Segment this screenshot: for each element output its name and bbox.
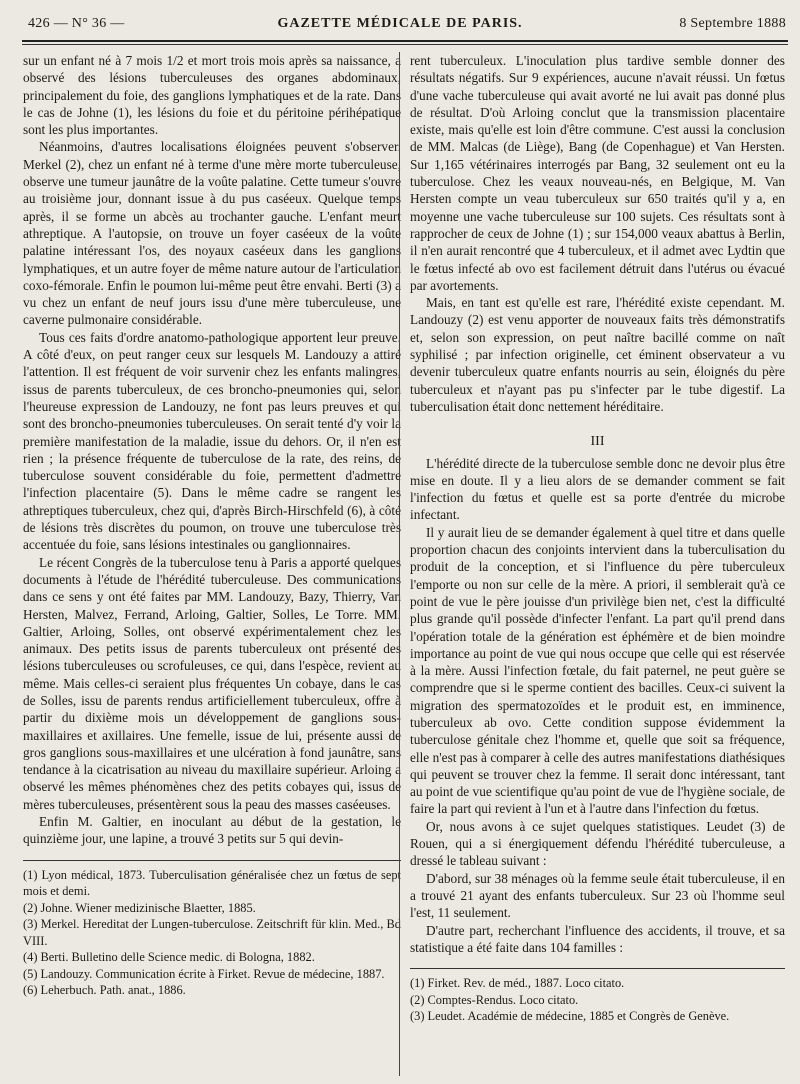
right-column	[410, 52, 785, 1025]
paragraph: Tous ces faits d'ordre anatomo-pathologique apportent leur preuve. A côté d'eux, on peut ranger ceux sur lesquels M. Landouzy a attiré l'attention. Il est fréquent de voir survenir chez les enfants malingres, issus de parents tuberculeux, de ces broncho-pneumonies qui, selon l'heureuse expression de Landouzy, ne font pas leurs preuves et qui sont des broncho-pneumonies tuberculeuses. On serait tenté d'y voir la première manifestation de la maladie, issue du dehors. Or, il n'en est rien ; la présence fréquente de tuberculose de la rate, des reins, de tuberculose souvent considérable du foie, permettent d'admettre l'infection placentaire (5). Dans le même cadre se rangent les athreptiques tuberculeux, chez qui, d'après Birch-Hirschfeld (6), à côté de lésions très discrètes du poumon, on trouve une tuberculose très accentuée du foie, sans lésions intestinales ou ganglionnaires.	[23, 329, 401, 553]
footnotes	[410, 975, 785, 1025]
footnote: (4) Berti. Bulletino delle Science medic. di Bologna, 1882.	[23, 950, 315, 965]
paragraph: D'autre part, recherchant l'influence des accidents, il trouve, et sa statistique a été faite dans 104 familles :	[410, 922, 785, 955]
paragraph: L'hérédité directe de la tuberculose semble donc ne devoir plus être mise en doute. Il y a lieu alors de se demander comment se fait l'infection du fœtus et quelle est sa porte d'entrée du microbe infectant.	[410, 455, 785, 523]
paragraph: sur un enfant né à 7 mois 1/2 et mort trois mois après sa naissance, a observé des lésions tuberculeuses des organes abdominaux, principalement du foie, des ganglions lymphatiques et de la rate. Dans le cas de Johne (1), les lésions du foie et du péritoine périhépatique sont les plus importantes.	[23, 53, 401, 138]
paragraph: D'abord, sur 38 ménages où la femme seule était tuberculeuse, il en a trouvé 21 ayant des enfants tuberculeux. Sur 23 où l'homme seul l'est, 11 seulement.	[410, 870, 785, 921]
footnote: (1) Lyon médical, 1873. Tuberculisation généralisée chez un fœtus de sept mois et demi.	[23, 867, 401, 899]
footnote: (1) Firket. Rev. de méd., 1887. Loco citato.	[410, 976, 625, 991]
footnotes	[23, 867, 401, 999]
header-rule-thin	[22, 44, 788, 45]
footnote: (3) Leudet. Académie de médecine, 1885 et Congrès de Genève.	[410, 1009, 730, 1024]
footnote-rule	[23, 860, 401, 861]
footnote-rule	[410, 968, 785, 969]
paragraph: Mais, en tant est qu'elle est rare, l'hérédité existe cependant. M. Landouzy (2) est venu apporter de nouveaux faits très démonstratifs et, selon son expression, on peut naître bacillé comme on naît syphilisé ; par infection originelle, cet éminent observateur a vu devenir tuberculeux quatre enfants nourris au sein, éloignés du père tuberculeux et n'ayant pas pu s'infecter par le tube digestif. La tuberculisation était donc nettement héréditaire.	[410, 295, 785, 414]
page-number: 426 — N° 36 —	[28, 16, 125, 31]
paragraph: rent tuberculeux. L'inoculation plus tardive semble donner des résultats négatifs. Sur 9 expériences, aucune n'avait réussi. Un fœtus d'une vache tuberculeuse qui avait avorté ne lui avait pas donné plus de résultat. D'où Arloing conclut que la transmission placentaire existe, mais qu'elle est loin d'être commune. C'est aussi la conclusion de MM. Malcas (de Liège), Bang (de Copenhague) et Van Hersten. Sur 1,165 vétérinaires interrogés par Bang, 32 seulement ont eu la tuberculose. Chez les veaux nouveau-nés, en Belgique, M. Van Hersten compte un veau tuberculeux sur 650 traités qu'il y a, en moyenne une vache tuberculeuse sur 100 sujets. Ces résultats sont à rapprocher de ceux de Johne (1) ; sur 154,000 veaux abattus à Berlin, il n'en aurait rencontré que 4 tuberculeux, et il admet avec Lydtin que le fœtus infecté ab ovo est facilement détruit dans l'utérus ou évacué par avortements.	[410, 53, 785, 293]
footnote: (2) Johne. Wiener medizinische Blaetter, 1885.	[23, 900, 256, 915]
header-rule	[22, 40, 788, 42]
journal-title: GAZETTE MÉDICALE DE PARIS.	[277, 16, 523, 31]
footnote: (5) Landouzy. Communication écrite à Firket. Revue de médecine, 1887.	[23, 966, 385, 981]
paragraph: Il y aurait lieu de se demander également à quel titre et dans quelle proportion chacun des conjoints intervient dans la tuberculisation du produit de la conception, et si l'influence du père tuberculeux l'emporte ou non sur celle de la mère. A priori, il semblerait qu'à ce point de vue le père jouisse d'un privilège bien net, c'est la difficulté plus grande qu'il possède d'infecter l'enfant. La part qu'il prend dans l'opération totale de la génération est éphémère et de bien moindre importance au point de vue qui nous occupe que celle qui est réservée à la mère. Aussi l'infection fœtale, du fait paternel, ne peut guère se comprendre que si le sperme contient des bacilles. Ceux-ci suivent la migration des spermatozoïdes et le produit est, en imminence, tuberculeux ab ovo. Cette condition suppose évidemment la tuberculose génitale chez l'homme et, quelle que soit sa fréquence, elle n'est pas à comparer à celle des autres manifestations diathésiques qui peuvent se trouver chez la femme. Il serait donc intéressant, tant au point de vue scientifique qu'au point de vue de l'hygiène sociale, de faire la part qui revient à l'un et à l'autre dans l'infection du fœtus.	[410, 524, 785, 817]
paragraph: Le récent Congrès de la tuberculose tenu à Paris a apporté quelques documents à l'étude de l'hérédité tuberculeuse. Des communications dans ce sens y ont été faites par MM. Landouzy, Bazy, Thierry, Van Hersten, Malvez, Ferrand, Arloing, Galtier, Solles, Le Torre. MM. Galtier, Arloing, Solles, ont observé expérimentalement chez les animaux. Des petits issus de parents tuberculeux ont présenté des lésions tuberculeuses ou scrofuleuses, ce qui, dans l'espèce, revient au même. Mais celles-ci seraient plus fréquentes Un cobaye, dans le cas de Solles, issu de parents rendus artificiellement tuberculeux, offre à partir du dixième mois un développement de ganglions sous-maxillaires et axillaires. Une femelle, issue de lui, présente aussi de gros ganglions sous-maxillaires et une ulcération à fond jaunâtre, sans tendance à la cicatrisation au niveau du maxillaire supérieur. Arloing a observé les mêmes phénomènes chez des petits cobayes qui, issus de mères tuberculeuses, présentèrent sous la peau des masses caséeuses.	[23, 554, 401, 812]
footnote: (2) Comptes-Rendus. Loco citato.	[410, 992, 579, 1007]
paragraph: Or, nous avons à ce sujet quelques statistiques. Leudet (3) de Rouen, qui a si énergiquement défendu l'hérédité tuberculeuse, a dressé le tableau suivant :	[410, 818, 785, 869]
issue-date: 8 Septembre 1888	[679, 16, 786, 31]
paragraph: Enfin M. Galtier, en inoculant au début de la gestation, le quinzième jour, une lapine, a trouvé 3 petits sur 5 qui devin-	[23, 814, 401, 847]
column-divider	[399, 52, 400, 1076]
footnote: (6) Leherbuch. Path. anat., 1886.	[23, 983, 186, 998]
paragraph: Néanmoins, d'autres localisations éloignées peuvent s'observer. Merkel (2), chez un enfant né à terme d'une mère morte tuberculeuse, observe une tumeur jaunâtre de la voûte palatine. Cette tumeur s'ouvre au troisième jour, donnant issue à du pus caséeux. Quelque temps après, il se forme un abcès au trochanter gauche. L'enfant meurt athreptique. A l'autopsie, on trouve un foyer caséeux de la voûte palatine intéressant l'os, des noyaux caséeux dans les ganglions lymphatiques, et un autre foyer de même nature autour de l'articulation coxo-fémorale. Enfin le poumon lui-même peut être envahi. Berti (3) a vu chez un enfant de neuf jours issu d'une mère tuberculeuse, une caverne pulmonaire considérable.	[23, 139, 401, 328]
footnote: (3) Merkel. Hereditat der Lungen-tuberculose. Zeitschrift für klin. Med., Bd VIII.	[23, 917, 401, 948]
left-column	[23, 52, 401, 999]
section-heading: III	[590, 434, 605, 450]
page-header	[0, 0, 800, 36]
